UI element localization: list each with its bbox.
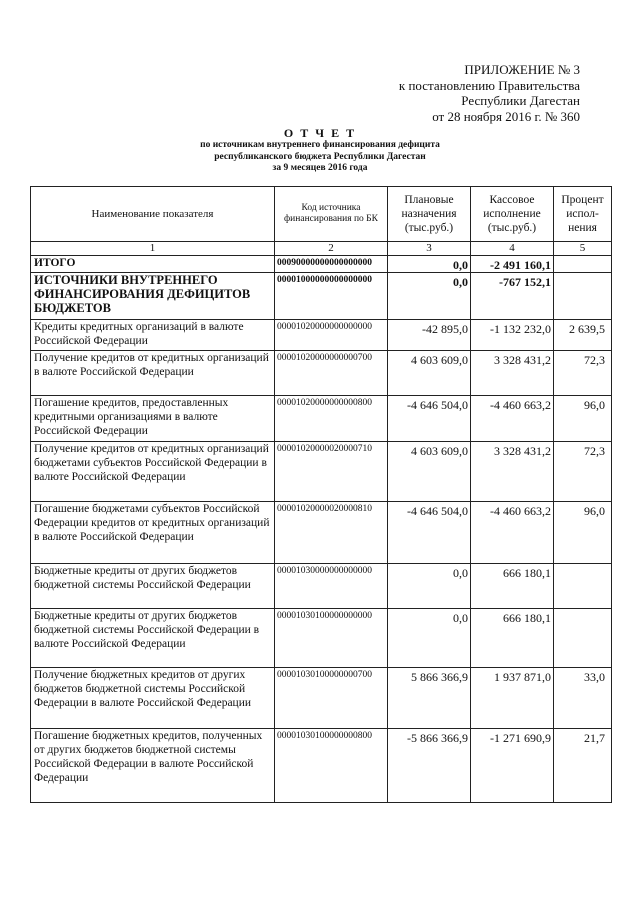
row-code: 00001020000020000810 bbox=[275, 502, 388, 564]
table-row bbox=[31, 729, 612, 803]
table-row bbox=[31, 351, 612, 396]
column-number: 4 bbox=[471, 242, 554, 256]
row-plan: 0,0 bbox=[388, 609, 471, 668]
row-code: 00001030100000000700 bbox=[275, 668, 388, 729]
row-name: Бюджетные кредиты от других бюджетов бюджетной системы Российской Федерации в валюте Российской Федерации bbox=[31, 609, 275, 668]
row-name: Получение бюджетных кредитов от других бюджетов бюджетной системы Российской Федерации в валюте Российской Федерации bbox=[31, 668, 275, 729]
row-name: ИТОГО bbox=[31, 256, 275, 273]
row-plan: -5 866 366,9 bbox=[388, 729, 471, 803]
row-percent: 33,0 bbox=[554, 668, 612, 729]
row-name: Получение кредитов от кредитных организаций бюджетами субъектов Российской Федерации в валюте Российской Федерации bbox=[31, 442, 275, 502]
row-code: 00001030000000000000 bbox=[275, 564, 388, 609]
table-row bbox=[31, 442, 612, 502]
report-heading: О Т Ч Е Т bbox=[283, 126, 357, 140]
row-fact: 666 180,1 bbox=[471, 609, 554, 668]
row-fact: -767 152,1 bbox=[471, 273, 554, 320]
row-percent: 21,7 bbox=[554, 729, 612, 803]
row-code: 00001020000000000700 bbox=[275, 351, 388, 396]
row-plan: -42 895,0 bbox=[388, 320, 471, 351]
header-percent: Процент испол-нения bbox=[554, 187, 612, 242]
row-code: 00001020000020000710 bbox=[275, 442, 388, 502]
row-fact: 1 937 871,0 bbox=[471, 668, 554, 729]
row-plan: -4 646 504,0 bbox=[388, 396, 471, 442]
row-plan: 4 603 609,0 bbox=[388, 442, 471, 502]
row-plan: 0,0 bbox=[388, 564, 471, 609]
row-plan: 4 603 609,0 bbox=[388, 351, 471, 396]
table-row bbox=[31, 502, 612, 564]
row-code: 00001020000000000800 bbox=[275, 396, 388, 442]
column-number: 2 bbox=[275, 242, 388, 256]
row-code: 00001000000000000000 bbox=[275, 273, 388, 320]
table-row bbox=[31, 396, 612, 442]
report-subtitle: по источникам внутреннего финансирования дефицита bbox=[200, 140, 440, 150]
row-fact: 3 328 431,2 bbox=[471, 442, 554, 502]
row-fact: -4 460 663,2 bbox=[471, 396, 554, 442]
table-row bbox=[31, 668, 612, 729]
report-period: за 9 месяцев 2016 года bbox=[272, 163, 368, 173]
row-name: ИСТОЧНИКИ ВНУТРЕННЕГО ФИНАНСИРОВАНИЯ ДЕФИЦИТОВ БЮДЖЕТОВ bbox=[31, 273, 275, 320]
header-row bbox=[31, 187, 612, 242]
row-plan: -4 646 504,0 bbox=[388, 502, 471, 564]
row-fact: -2 491 160,1 bbox=[471, 256, 554, 273]
column-number: 5 bbox=[554, 242, 612, 256]
appendix-line: к постановлению Правительства bbox=[398, 77, 580, 93]
row-code: 00001020000000000000 bbox=[275, 320, 388, 351]
row-fact: 666 180,1 bbox=[471, 564, 554, 609]
row-plan: 0,0 bbox=[388, 273, 471, 320]
row-percent bbox=[554, 273, 612, 320]
row-name: Бюджетные кредиты от других бюджетов бюджетной системы Российской Федерации bbox=[31, 564, 275, 609]
row-plan: 5 866 366,9 bbox=[388, 668, 471, 729]
row-name: Получение кредитов от кредитных организаций в валюте Российской Федерации bbox=[31, 351, 275, 396]
row-percent: 72,3 bbox=[554, 351, 612, 396]
row-percent bbox=[554, 564, 612, 609]
row-code: 00001030100000000800 bbox=[275, 729, 388, 803]
column-number-row bbox=[31, 242, 612, 256]
table-row bbox=[31, 256, 612, 273]
table-row bbox=[31, 564, 612, 609]
table-row bbox=[31, 609, 612, 668]
appendix-title: ПРИЛОЖЕНИЕ № 3 bbox=[464, 62, 580, 77]
row-name: Погашение бюджетных кредитов, полученных от других бюджетов бюджетной системы Российской Федерации в валюте Российской Федерации bbox=[31, 729, 275, 803]
report-subtitle: республиканского бюджета Республики Дагестан bbox=[214, 151, 426, 162]
appendix-line: Республики Дагестан bbox=[461, 93, 580, 108]
appendix-header bbox=[399, 62, 580, 124]
row-fact: -1 271 690,9 bbox=[471, 729, 554, 803]
column-number: 1 bbox=[31, 242, 275, 256]
row-fact: -4 460 663,2 bbox=[471, 502, 554, 564]
header-code: Код источника финансирования по БК bbox=[275, 187, 388, 242]
row-percent bbox=[554, 256, 612, 273]
row-percent: 96,0 bbox=[554, 502, 612, 564]
report-table bbox=[30, 186, 612, 803]
row-percent bbox=[554, 609, 612, 668]
row-code: 00001030100000000000 bbox=[275, 609, 388, 668]
appendix-date: от 28 ноября 2016 г. № 360 bbox=[432, 108, 580, 124]
row-plan: 0,0 bbox=[388, 256, 471, 273]
row-name: Погашение кредитов, предоставленных кредитными организациями в валюте Российской Федерации bbox=[31, 396, 275, 442]
row-percent: 72,3 bbox=[554, 442, 612, 502]
header-fact: Кассовое исполнение (тыс.руб.) bbox=[471, 187, 554, 242]
column-number: 3 bbox=[388, 242, 471, 256]
row-fact: -1 132 232,0 bbox=[471, 320, 554, 351]
row-name: Погашение бюджетами субъектов Российской Федерации кредитов от кредитных организаций в валюте Российской Федерации bbox=[31, 502, 275, 564]
row-fact: 3 328 431,2 bbox=[471, 351, 554, 396]
row-percent: 96,0 bbox=[554, 396, 612, 442]
row-name: Кредиты кредитных организаций в валюте Российской Федерации bbox=[31, 320, 275, 351]
table-row bbox=[31, 320, 612, 351]
header-name: Наименование показателя bbox=[31, 187, 275, 242]
row-code: 00090000000000000000 bbox=[275, 256, 388, 273]
report-title bbox=[0, 126, 640, 175]
table-row bbox=[31, 273, 612, 320]
row-percent: 2 639,5 bbox=[554, 320, 612, 351]
header-plan: Плановые назначения (тыс.руб.) bbox=[388, 187, 471, 242]
